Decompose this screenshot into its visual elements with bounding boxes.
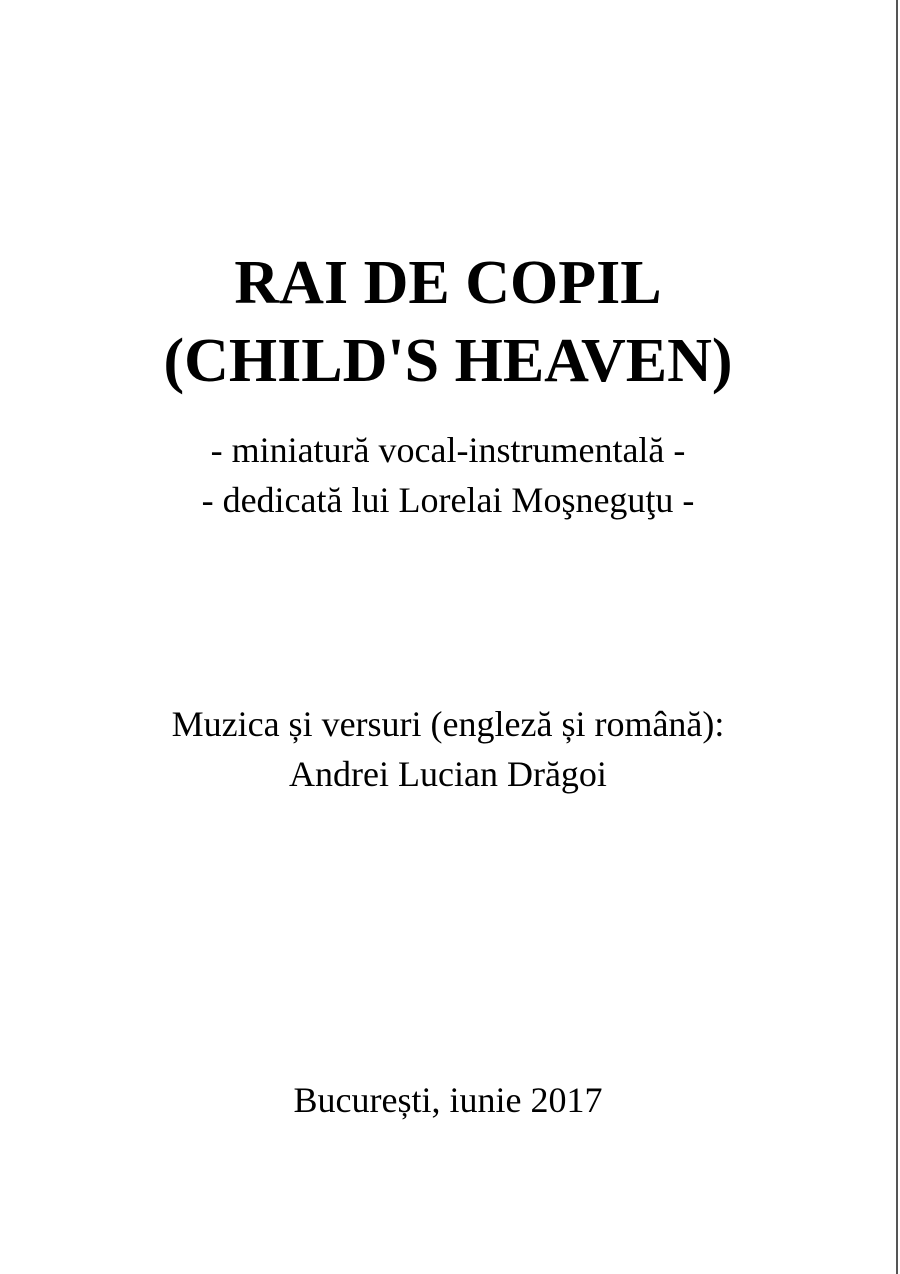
title-line-2: (CHILD'S HEAVEN) [163, 327, 733, 395]
subtitle-line-1: - miniatură vocal-instrumentală - [210, 430, 686, 470]
subtitle-line-2: - dedicată lui Lorelai Moşneguţu - [201, 480, 695, 520]
credit-label: Muzica și versuri (engleză și română): [171, 704, 725, 744]
title-line-1: RAI DE COPIL [234, 249, 662, 317]
place-date: București, iunie 2017 [293, 1080, 603, 1120]
credit-author: Andrei Lucian Drăgoi [289, 754, 607, 794]
